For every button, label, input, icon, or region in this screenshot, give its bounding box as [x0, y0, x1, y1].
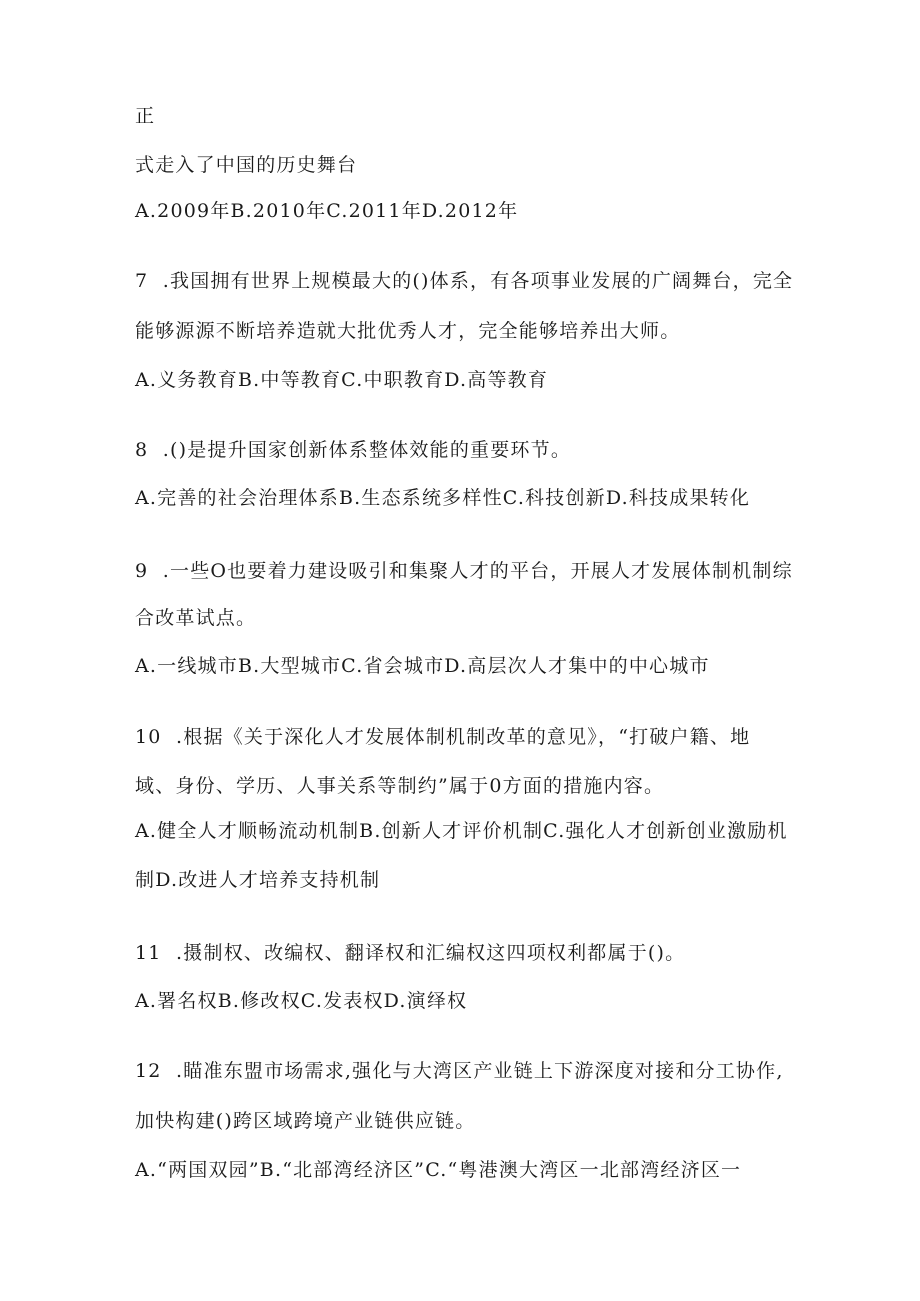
question-9-line-1: 9 .一些O也要着力建设吸引和集聚人才的平台，开展人才发展体制机制综	[135, 560, 793, 582]
question-12-line-2: 加快构建()跨区域跨境产业链供应链。	[135, 1110, 476, 1132]
text-line-fragment: 正	[135, 105, 156, 127]
question-9-line-2: 合改革试点。	[135, 607, 257, 629]
question-10-options-line-2: 制D.改进人才培养支持机制	[135, 869, 381, 891]
question-7-line-2: 能够源源不断培养造就大批优秀人才，完全能够培养出大师。	[135, 320, 681, 342]
question-7-line-1: 7 .我国拥有世界上规模最大的()体系，有各项事业发展的广阔舞台，完全	[135, 270, 794, 292]
question-10-options-line-1: A.健全人才顺畅流动机制B.创新人才评价机制C.强化人才创新创业激励机	[135, 820, 788, 842]
question-9-options: A.一线城市B.大型城市C.省会城市D.高层次人才集中的中心城市	[135, 655, 710, 677]
question-11-options: A.署名权B.修改权C.发表权D.演绎权	[135, 990, 468, 1012]
question-7-options: A.义务教育B.中等教育C.中职教育D.高等教育	[135, 369, 549, 391]
options-line: A.2009年B.2010年C.2011年D.2012年	[135, 200, 519, 222]
question-11-line-1: 11 .摄制权、改编权、翻译权和汇编权这四项权利都属于()。	[135, 942, 686, 964]
question-10-line-2: 域、身份、学历、人事关系等制约”属于0方面的措施内容。	[135, 775, 665, 797]
question-12-line-1: 12 .瞄准东盟市场需求,强化与大湾区产业链上下游深度对接和分工协作,	[135, 1060, 784, 1082]
question-10-line-1: 10 .根据《关于深化人才发展体制机制改革的意见》，“打破户籍、地	[135, 726, 751, 748]
text-line-fragment-end: 式走入了中国的历史舞台	[135, 154, 358, 176]
question-12-options-line-1: A.“两国双园”B.“北部湾经济区”C.“粤港澳大湾区一北部湾经济区一	[135, 1159, 742, 1181]
question-8-options: A.完善的社会治理体系B.生态系统多样性C.科技创新D.科技成果转化	[135, 487, 751, 509]
question-8-line-1: 8 .()是提升国家创新体系整体效能的重要环节。	[135, 439, 572, 461]
